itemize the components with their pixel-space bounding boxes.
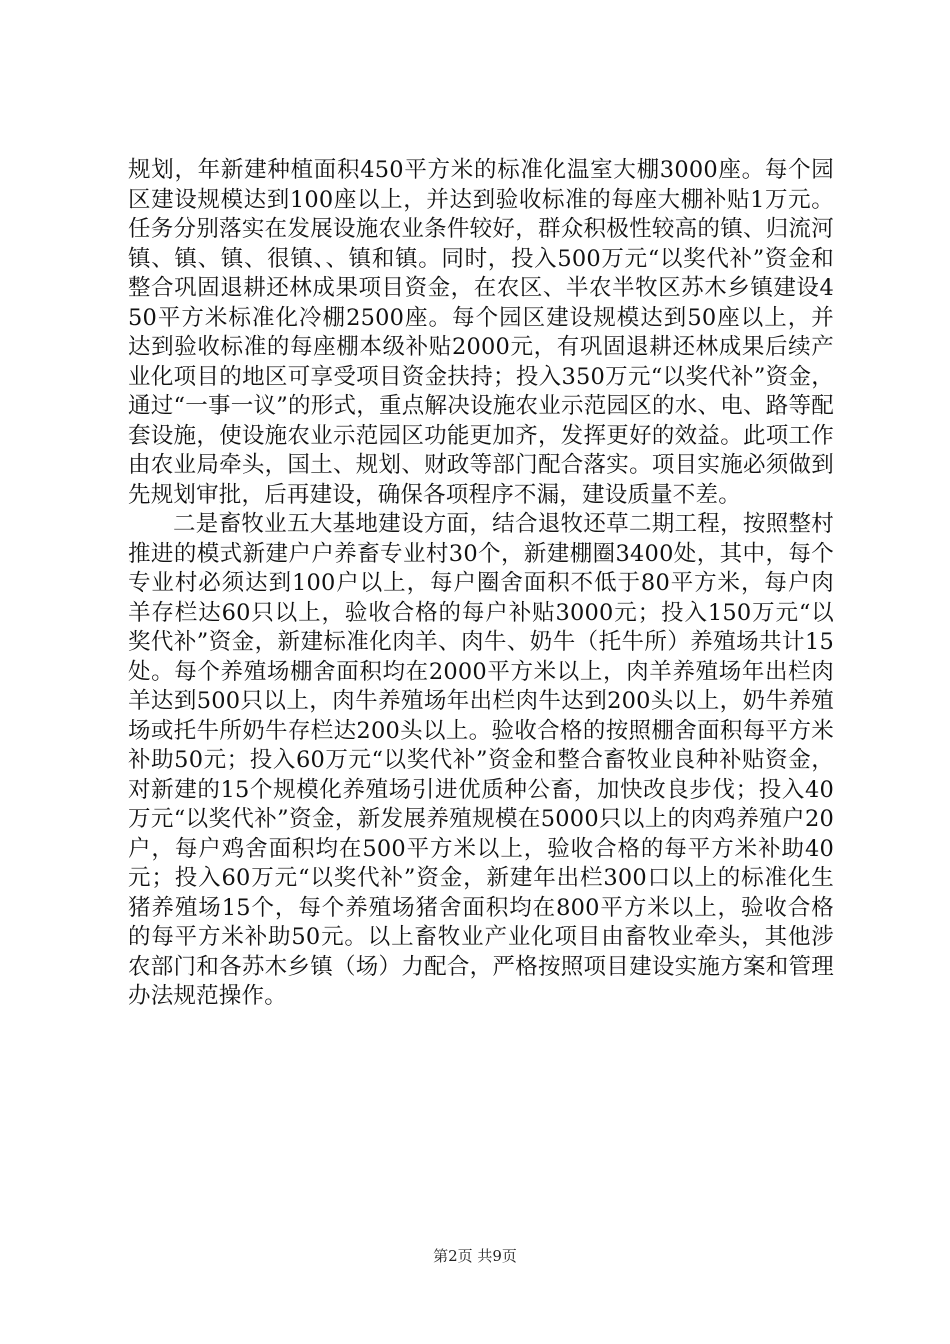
- page-number-footer: 第2页 共9页: [433, 1247, 517, 1265]
- paragraph-1: 规划，年新建种植面积450平方米的标准化温室大棚3000座。每个园区建设规模达到100座以上，并达到验收标准的每座大棚补贴1万元。任务分别落实在发展设施农业条件较好，群众积极性较高的镇、归流河镇、镇、镇、很镇、、镇和镇。同时，投入500万元“以奖代补”资金和整合巩固退耕还林成果项目资金，在农区、半农半牧区苏木乡镇建设450平方米标准化冷棚2500座。每个园区建设规模达到50座以上，并达到验收标准的每座棚本级补贴2000元，有巩固退耕还林成果后续产业化项目的地区可享受项目资金扶持；投入350万元“以奖代补”资金，通过“一事一议”的形式，重点解决设施农业示范园区的水、电、路等配套设施，使设施农业示范园区功能更加齐，发挥更好的效益。此项工作由农业局牵头，国土、规划、财政等部门配合落实。项目实施必须做到先规划审批，后再建设，确保各项程序不漏，建设质量不差。: [128, 157, 834, 508]
- paragraph-2: 二是畜牧业五大基地建设方面，结合退牧还草二期工程，按照整村推进的模式新建户户养畜专业村30个，新建棚圈3400处，其中，每个专业村必须达到100户以上，每户圈舍面积不低于80平方米，每户肉羊存栏达60只以上，验收合格的每户补贴3000元；投入150万元“以奖代补”资金，新建标准化肉羊、肉牛、奶牛（托牛所）养殖场共计15处。每个养殖场棚舍面积均在2000平方米以上，肉羊养殖场年出栏肉羊达到500只以上，肉牛养殖场年出栏肉牛达到200头以上，奶牛养殖场或托牛所奶牛存栏达200头以上。验收合格的按照棚舍面积每平方米补助50元；投入60万元“以奖代补”资金和整合畜牧业良种补贴资金，对新建的15个规模化养殖场引进优质种公畜，加快改良步伐；投入40万元“以奖代补”资金，新发展养殖规模在5000只以上的肉鸡养殖户20户，每户鸡舍面积均在500平方米以上，验收合格的每平方米补助40元；投入60万元“以奖代补”资金，新建年出栏300口以上的标准化生猪养殖场15个，每个养殖场猪舍面积均在800平方米以上，验收合格的每平方米补助50元。以上畜牧业产业化项目由畜牧业牵头，其他涉农部门和各苏木乡镇（场）力配合，严格按照项目建设实施方案和管理办法规范操作。: [128, 511, 834, 1009]
- document-body: [128, 156, 834, 1012]
